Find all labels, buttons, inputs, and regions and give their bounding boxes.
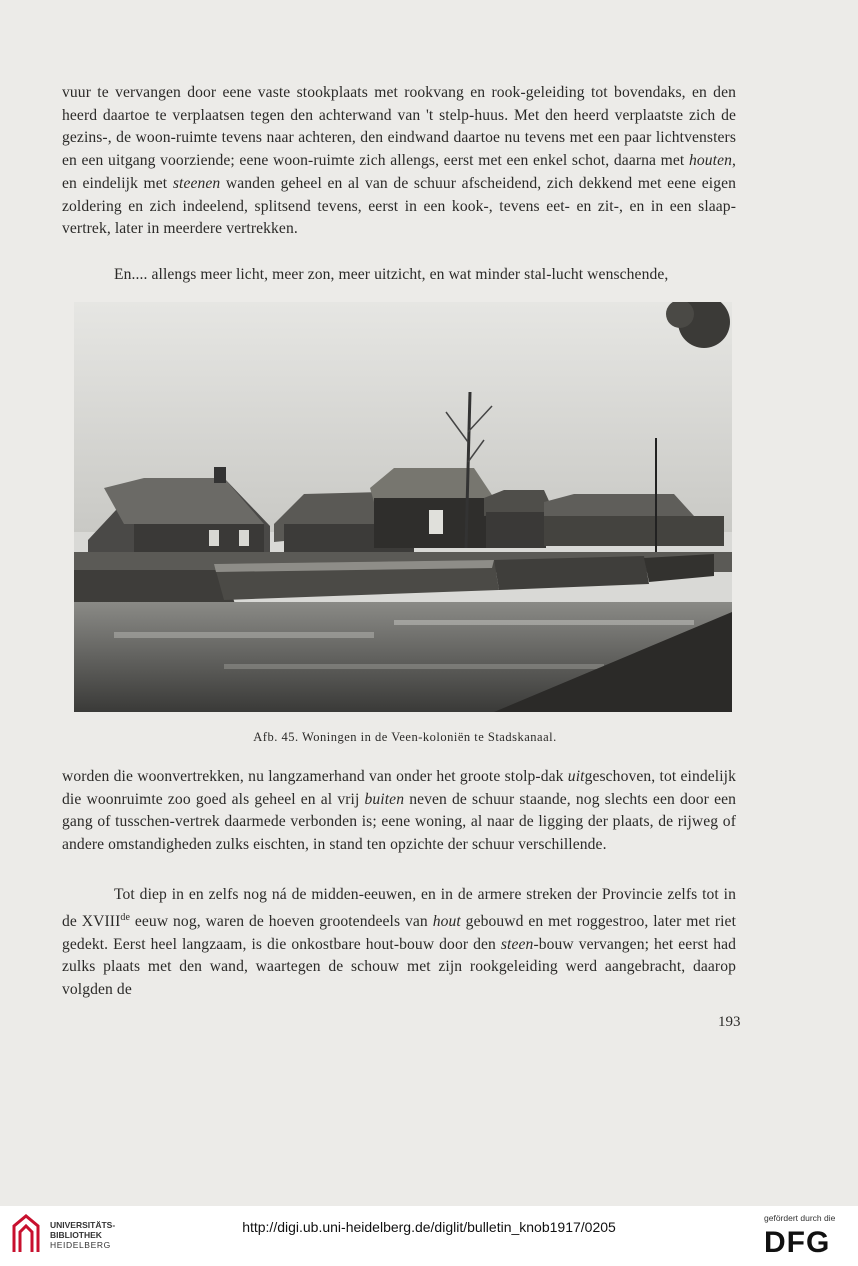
paragraph-3: worden die woonvertrekken, nu langzamerhand van onder het groote stolp-dak uitgeschoven, tot eindelijk die woonruimte zoo goed als geheel en al vrij buiten neven de schuur staande, nog slechts een door een gang of tusschen-vertrek daarmede verbonden is; eene woning, al naar de ligging der plaats, de rijweg of andere omstandigheden zulks eischten, in stand ten opzichte der schuur verschillende. — [62, 768, 737, 854]
page-number: 193 — [718, 1014, 741, 1030]
viewer-footer — [0, 1206, 858, 1266]
document-url-link[interactable]: http://digi.ub.uni-heidelberg.de/diglit/bulletin_knob1917/0205 — [242, 1219, 616, 1235]
dfg-logo: DFG — [764, 1226, 831, 1259]
sponsor-label: gefördert durch die — [764, 1213, 836, 1223]
figure-caption: Afb. 45. Woningen in de Veen-koloniën te Stadskanaal. — [253, 730, 557, 744]
paragraph-1: vuur te vervangen door eene vaste stookplaats met rookvang en rook-geleiding tot bovendaks, en den heerd daartoe te verplaatsen tegen den achterwand van 't stelp-huus. Met den heerd verplaatste zich de gezins-, de woon-ruimte tevens naar achteren, den eindwand daartoe nu tevens met een paar lichtvensters en een uitgang voorziende; eene woon-ruimte zich allengs, eerst met een enkel schot, daarna met houten, en eindelijk met steenen wanden geheel en al van de schuur afscheidend, zich dekkend met eene eigen zoldering en zich indeelend, splitsend tevens, eerst in een kook-, tevens eet- en zit-, en in een slaap-vertrek, later in meerdere vertrekken. — [62, 84, 737, 238]
paragraph-4: Tot diep in en zelfs nog ná de midden-eeuwen, en in de armere streken der Provincie zelfs tot in de XVIIIde eeuw nog, waren de hoeven grootendeels van hout gebouwd en met roggestroo, later met riet gedekt. Eerst heel langzaam, is die onkostbare hout-bouw door den steen-bouw vervangen; het eerst had zulks plaats met den wand, waartegen de schouw met zijn rookgeleiding werd aangebracht, daarop volgden de — [62, 886, 737, 998]
photograph-canal-houses — [74, 302, 732, 712]
paragraph-2: En.... allengs meer licht, meer zon, meer uitzicht, en wat minder stal-lucht wenschende, — [114, 266, 669, 283]
institution-name: UNIVERSITÄTS- BIBLIOTHEK HEIDELBERG — [50, 1220, 116, 1250]
